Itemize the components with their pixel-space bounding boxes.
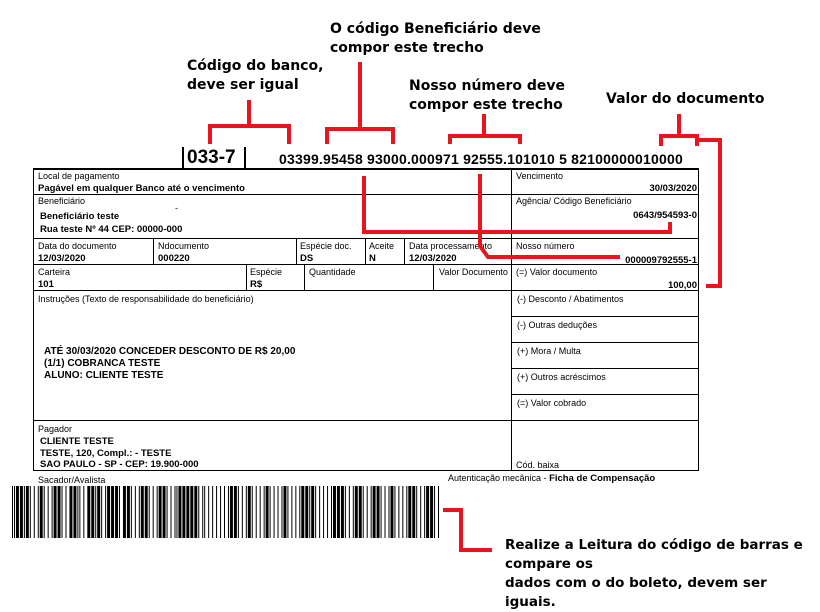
value-note: Valor do documento [606, 91, 765, 107]
aceite-label: Aceite [369, 241, 395, 251]
bank-code-right-bar [244, 147, 246, 169]
value-bracket [661, 136, 697, 146]
valor-documento-label: (=) Valor documento [516, 267, 598, 277]
col-divider-quantidade [304, 264, 305, 290]
our-number-note: Nosso número deve compor este trecho [409, 78, 566, 113]
col-divider-aceite [365, 238, 366, 264]
data-processamento-value: 12/03/2020 [409, 253, 457, 264]
pagador-text: CLIENTE TESTE TESTE, 120, Compl.: - TESTE SAO PAULO - SP - CEP: 19.900-000 [40, 436, 199, 470]
valor-cobrado-label: (=) Valor cobrado [517, 398, 587, 408]
sacador-label: Sacador/Avalista [38, 475, 106, 485]
bank-code-note: Código do banco, deve ser igual [187, 58, 324, 93]
especie-doc-label: Espécie doc. [300, 241, 352, 251]
desconto-label: (-) Desconto / Abatimentos [517, 294, 624, 304]
bank-code-bracket [210, 126, 289, 144]
local-pagamento-value: Pagável em qualquer Banco até o vencimento [38, 183, 245, 194]
valor-documento-mid-label: Valor Documento [439, 267, 508, 277]
especie-doc-value: DS [300, 253, 314, 264]
row-divider-3 [33, 264, 699, 265]
right-divider-4 [511, 394, 698, 395]
data-documento-label: Data do documento [38, 241, 117, 251]
valor-documento-value: 100,00 [667, 280, 697, 291]
barcode-note: Realize a Leitura do código de barras e compare os dados com o do boleto, devem ser iguais. [505, 537, 803, 610]
row-divider-1 [33, 194, 699, 195]
col-divider-ndoc [153, 238, 154, 264]
right-divider-3 [511, 368, 698, 369]
beneficiario-label: Beneficiário [38, 196, 86, 206]
cod-baixa-label: Cód. baixa [516, 460, 560, 470]
row-divider-2 [33, 238, 699, 239]
barcode-connector [443, 510, 492, 550]
beneficiario-name: Beneficiário teste [40, 211, 120, 222]
bank-code-left-bar [182, 147, 184, 169]
our-number-bracket [450, 136, 520, 144]
row-divider-instr-end [33, 420, 699, 421]
beneficiario-mark: - [175, 203, 178, 213]
col-divider-especie [246, 264, 247, 290]
especie-label: Espécie [250, 267, 283, 277]
mora-label: (+) Mora / Multa [517, 346, 581, 356]
value-connector [698, 140, 720, 286]
pagador-label: Pagador [38, 424, 73, 434]
col-divider-especie-doc [296, 238, 297, 264]
right-divider-1 [511, 316, 698, 317]
data-documento-value: 12/03/2020 [38, 253, 86, 264]
quantidade-label: Quantidade [309, 267, 356, 277]
bank-code: 033-7 [187, 147, 236, 168]
aceite-value: N [369, 253, 376, 264]
autenticacao-label: Autenticação mecânica - [448, 473, 547, 483]
vencimento-value: 30/03/2020 [649, 183, 697, 194]
beneficiary-note: O código Beneficiário deve compor este trecho [330, 21, 541, 56]
right-divider-2 [511, 342, 698, 343]
right-column-divider [511, 168, 512, 470]
left-border [33, 168, 34, 470]
instrucoes-text: ATÉ 30/03/2020 CONCEDER DESCONTO DE R$ 20,00 (1/1) COBRANCA TESTE ALUNO: CLIENTE TESTE [44, 346, 296, 381]
data-processamento-label: Data processamento [409, 241, 493, 251]
outras-deducoes-label: (-) Outras deduções [517, 320, 598, 330]
ndocumento-value: 000220 [158, 253, 190, 264]
right-border [698, 168, 699, 470]
vencimento-label: Vencimento [516, 171, 564, 181]
row-divider-4 [33, 290, 699, 291]
top-border [33, 168, 699, 170]
carteira-value: 101 [38, 279, 54, 290]
col-divider-data-proc [404, 238, 405, 264]
local-pagamento-label: Local de pagamento [38, 171, 120, 181]
beneficiary-bracket [327, 129, 393, 144]
agencia-label: Agência/ Código Beneficiário [516, 196, 632, 206]
nosso-numero-label: Nosso número [516, 241, 575, 251]
col-divider-valor-doc [433, 264, 434, 290]
ficha-label: Ficha de Compensação [549, 473, 656, 484]
agencia-value: 0643/954593-0 [633, 210, 697, 221]
ndocumento-label: Ndocumento [158, 241, 210, 251]
autenticacao [448, 473, 655, 484]
digitable-line: 03399.95458 93000.000971 92555.101010 5 82100000010000 [279, 151, 683, 167]
carteira-label: Carteira [38, 267, 71, 277]
nosso-numero-value: 000009792555-1 [625, 255, 697, 266]
outros-acrescimos-label: (+) Outros acréscimos [517, 372, 606, 382]
barcode-icon [12, 486, 440, 538]
especie-value: R$ [250, 279, 263, 290]
instrucoes-label: Instruções (Texto de responsabilidade do beneficiário) [38, 294, 254, 304]
beneficiario-address: Rua teste Nº 44 CEP: 00000-000 [40, 224, 183, 235]
